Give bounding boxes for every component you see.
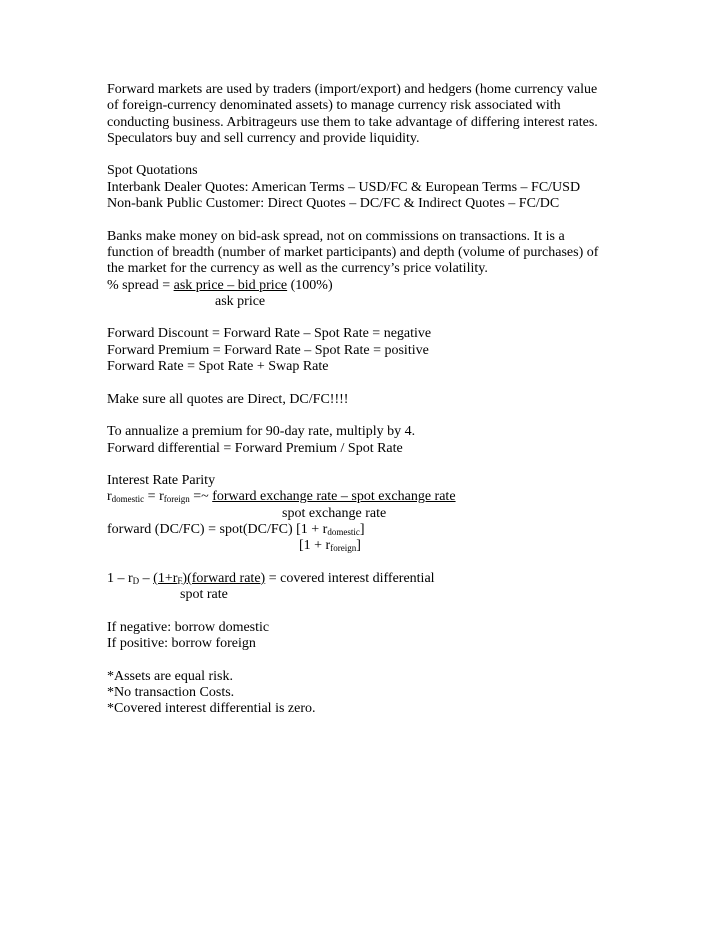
spot-quotations-section <box>107 163 707 212</box>
text-line: Forward differential = Forward Premium / Spot Rate <box>107 440 403 456</box>
spread-numerator: ask price – bid price <box>173 277 288 293</box>
subscript: domestic <box>111 494 145 505</box>
covered-interest-section <box>107 571 707 604</box>
formula-suffix: (100%) <box>287 277 333 293</box>
subscript: foreign <box>163 494 190 505</box>
formula-text: = covered interest differential <box>265 570 435 586</box>
borrow-rules <box>107 620 707 653</box>
direct-quotes-note: Make sure all quotes are Direct, DC/FC!!!! <box>107 391 349 407</box>
formula-prefix: % spread = <box>107 277 174 293</box>
spread-formula <box>107 278 707 294</box>
document-page <box>107 82 707 718</box>
text-line: function of breadth (number of market participants) and depth (volume of purchases) of <box>107 244 599 260</box>
formula-text: =~ <box>189 489 213 505</box>
text-line: Forward Rate = Spot Rate + Swap Rate <box>107 359 329 375</box>
formula-text: forward (DC/FC) = spot(DC/FC) [1 + r <box>107 522 328 538</box>
text-line: If negative: borrow domestic <box>107 619 270 635</box>
text-line: Forward markets are used by traders (import/export) and hedgers (home currency value <box>107 82 598 97</box>
assumptions-list <box>107 669 707 718</box>
formula-text: ] <box>356 538 361 554</box>
section-heading: Spot Quotations <box>107 163 198 179</box>
cid-numerator <box>153 571 265 586</box>
subscript: foreign <box>330 543 357 554</box>
banks-paragraph <box>107 229 707 310</box>
interest-rate-parity-section <box>107 473 707 554</box>
formula-text: (1+r <box>153 570 178 586</box>
formula-text: – <box>139 570 154 586</box>
subscript: D <box>132 575 140 586</box>
annualize-section <box>107 424 707 457</box>
formula-text: = r <box>144 489 164 505</box>
text-line: Speculators buy and sell currency and provide liquidity. <box>107 130 420 146</box>
formula-text: )(forward rate) <box>182 570 266 586</box>
cid-denominator: spot rate <box>180 587 228 603</box>
text-line: If positive: borrow foreign <box>107 636 256 652</box>
subscript: domestic <box>327 527 360 538</box>
section-heading: Interest Rate Parity <box>107 473 216 489</box>
formula-text: r <box>107 489 112 505</box>
formula-text: [1 + r <box>299 538 331 554</box>
list-item: *Covered interest differential is zero. <box>107 701 316 717</box>
forward-formula <box>107 522 707 538</box>
list-item: *Assets are equal risk. <box>107 668 233 684</box>
cid-formula <box>107 571 707 587</box>
list-item: *No transaction Costs. <box>107 684 235 700</box>
text-line: To annualize a premium for 90-day rate, multiply by 4. <box>107 424 416 440</box>
irp-numerator: forward exchange rate – spot exchange rate <box>212 489 456 505</box>
forward-denominator <box>107 538 707 554</box>
subscript: F <box>177 575 183 586</box>
text-line: conducting business. Arbitrageurs use them to take advantage of differing interest rates. <box>107 114 598 130</box>
text-line: Banks make money on bid-ask spread, not on commissions on transactions. It is a <box>107 228 565 244</box>
spread-denominator: ask price <box>215 293 266 309</box>
text-line: Non-bank Public Customer: Direct Quotes – DC/FC & Indirect Quotes – FC/DC <box>107 196 560 212</box>
formula-text: 1 – r <box>107 570 133 586</box>
text-line: Forward Discount = Forward Rate – Spot Rate = negative <box>107 326 432 342</box>
text-line: the market for the currency as well as the currency’s price volatility. <box>107 261 488 277</box>
text-line: Forward Premium = Forward Rate – Spot Rate = positive <box>107 342 429 358</box>
formula-text: ] <box>359 522 365 538</box>
irp-denominator: spot exchange rate <box>282 505 387 521</box>
text-line: of foreign-currency denominated assets) to manage currency risk associated with <box>107 98 561 114</box>
forward-definitions <box>107 326 707 375</box>
text-line: Interbank Dealer Quotes: American Terms – USD/FC & European Terms – FC/USD <box>107 179 581 195</box>
irp-formula <box>107 489 707 505</box>
intro-paragraph <box>107 82 707 147</box>
